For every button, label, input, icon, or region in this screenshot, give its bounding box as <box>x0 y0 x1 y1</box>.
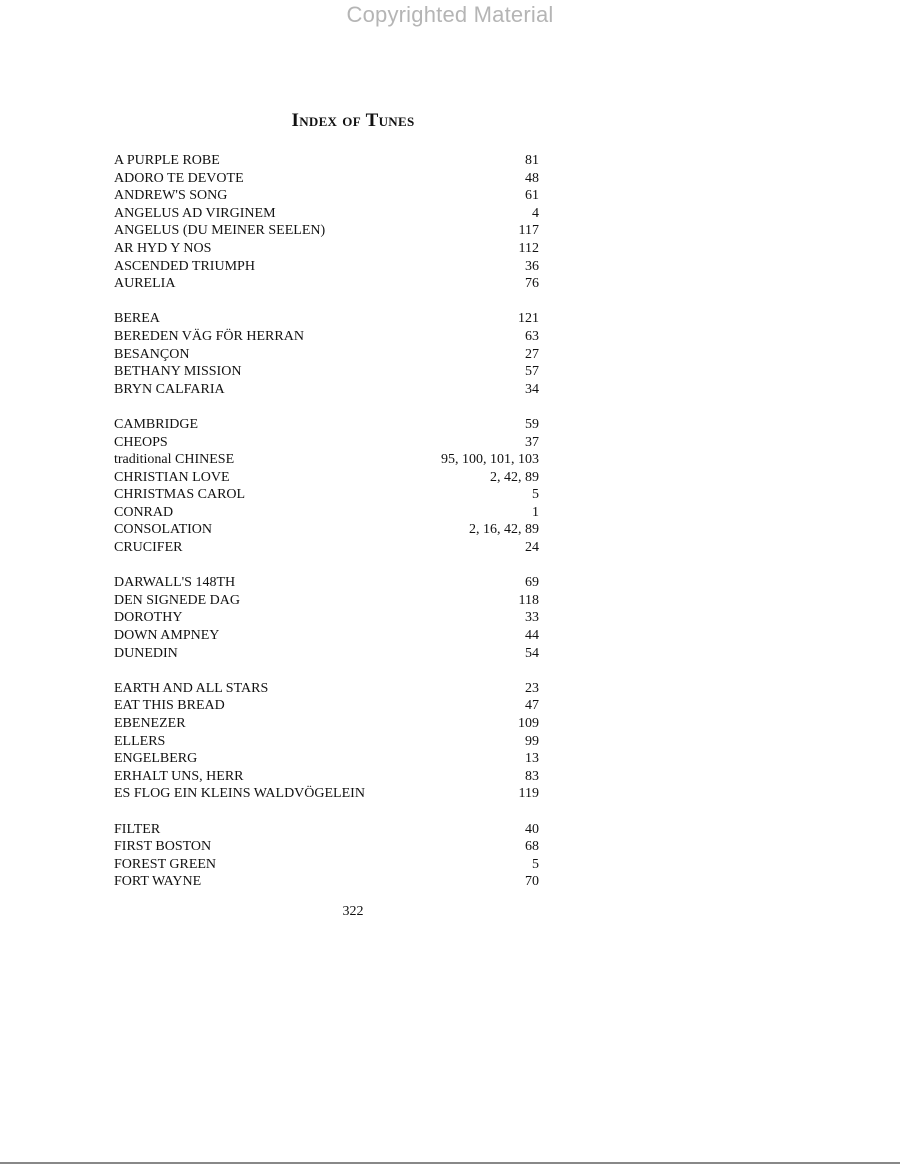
tune-name: CONRAD <box>114 504 174 520</box>
index-group <box>114 680 539 803</box>
index-entry <box>114 504 539 522</box>
tune-name: ADORO TE DEVOTE <box>114 170 244 186</box>
index-entry <box>114 363 539 381</box>
tune-name: CHEOPS <box>114 434 168 450</box>
index-entry <box>114 240 539 258</box>
tune-page-reference: 69 <box>525 575 539 591</box>
index-entry <box>114 645 539 663</box>
index-entry <box>114 486 539 504</box>
index-entry <box>114 697 539 715</box>
index-entry <box>114 838 539 856</box>
index-entry <box>114 733 539 751</box>
tune-page-reference: 33 <box>525 610 539 626</box>
index-entry <box>114 187 539 205</box>
index-entry <box>114 451 539 469</box>
tune-name: traditional CHINESE <box>114 452 235 468</box>
tune-name: ENGELBERG <box>114 751 198 767</box>
tune-page-reference: 54 <box>525 645 539 661</box>
tune-name: DOWN AMPNEY <box>114 628 220 644</box>
index-entry <box>114 680 539 698</box>
tune-name: FORT WAYNE <box>114 874 202 890</box>
tune-name: ASCENDED TRIUMPH <box>114 258 255 274</box>
index-entry <box>114 469 539 487</box>
tune-name: DARWALL'S 148TH <box>114 575 236 591</box>
tune-name: A PURPLE ROBE <box>114 153 220 168</box>
tune-page-reference: 117 <box>518 223 539 239</box>
tune-page-reference: 83 <box>525 768 539 784</box>
tune-page-reference: 121 <box>518 311 539 327</box>
tune-name: BEREDEN VÄG FÖR HERRAN <box>114 328 304 344</box>
tune-page-reference: 2, 16, 42, 89 <box>469 522 539 538</box>
tune-page-reference: 1 <box>532 504 539 520</box>
tune-name: EARTH AND ALL STARS <box>114 680 269 696</box>
tune-name: FIRST BOSTON <box>114 839 212 855</box>
tune-page-reference: 40 <box>525 821 539 837</box>
tune-name: EAT THIS BREAD <box>114 698 225 714</box>
index-group <box>114 574 539 662</box>
tune-page-reference: 4 <box>532 205 539 221</box>
page-title: Index of Tunes <box>291 110 415 131</box>
index-entry <box>114 152 539 170</box>
index-entry <box>114 785 539 803</box>
tune-page-reference: 70 <box>525 874 539 890</box>
tune-name: AURELIA <box>114 276 176 292</box>
tune-name: BEREA <box>114 311 160 327</box>
index-entry <box>114 750 539 768</box>
index-entry <box>114 821 539 839</box>
index-entry <box>114 715 539 733</box>
index-entry <box>114 416 539 434</box>
tune-page-reference: 24 <box>525 540 539 556</box>
tune-name: ELLERS <box>114 733 166 749</box>
tune-name: ANGELUS AD VIRGINEM <box>114 205 276 221</box>
tune-page-reference: 95, 100, 101, 103 <box>441 452 539 468</box>
tune-name: FOREST GREEN <box>114 856 217 872</box>
tune-name: CRUCIFER <box>114 540 183 556</box>
tune-name: DOROTHY <box>114 610 183 626</box>
index-entry <box>114 627 539 645</box>
index-entry <box>114 381 539 399</box>
tune-page-reference: 63 <box>525 328 539 344</box>
tune-page-reference: 47 <box>525 698 539 714</box>
tune-page-reference: 119 <box>518 786 539 802</box>
index-entry <box>114 768 539 786</box>
index-entry <box>114 310 539 328</box>
tune-page-reference: 76 <box>525 276 539 292</box>
tune-page-reference: 27 <box>525 346 539 362</box>
tune-index <box>114 152 539 909</box>
index-entry <box>114 592 539 610</box>
tune-page-reference: 81 <box>525 153 539 168</box>
tune-name: FILTER <box>114 821 161 837</box>
index-entry <box>114 170 539 188</box>
index-entry <box>114 328 539 346</box>
tune-page-reference: 112 <box>518 240 539 256</box>
tune-page-reference: 99 <box>525 733 539 749</box>
index-entry <box>114 856 539 874</box>
tune-page-reference: 23 <box>525 680 539 696</box>
tune-page-reference: 109 <box>518 716 539 731</box>
tune-page-reference: 57 <box>525 364 539 380</box>
tune-page-reference: 34 <box>525 381 539 397</box>
tune-name: ANGELUS (DU MEINER SEELEN) <box>114 223 326 239</box>
tune-name: DEN SIGNEDE DAG <box>114 592 240 608</box>
page-number: 322 <box>342 904 364 919</box>
index-group <box>114 416 539 557</box>
tune-name: BESANÇON <box>114 346 190 362</box>
tune-name: CONSOLATION <box>114 522 212 538</box>
tune-page-reference: 5 <box>532 487 539 503</box>
tune-name: CAMBRIDGE <box>114 416 199 432</box>
tune-name: DUNEDIN <box>114 645 178 661</box>
index-entry <box>114 205 539 223</box>
tune-page-reference: 5 <box>532 856 539 872</box>
index-entry <box>114 539 539 557</box>
tune-name: BRYN CALFARIA <box>114 381 225 397</box>
index-group <box>114 310 539 398</box>
tune-name: AR HYD Y NOS <box>114 240 212 256</box>
tune-page-reference: 44 <box>525 628 539 644</box>
index-entry <box>114 873 539 891</box>
tune-page-reference: 68 <box>525 839 539 855</box>
index-entry <box>114 275 539 293</box>
tune-page-reference: 48 <box>525 170 539 186</box>
index-entry <box>114 521 539 539</box>
copyright-watermark: Copyrighted Material <box>346 2 554 27</box>
tune-page-reference: 59 <box>525 416 539 432</box>
tune-page-reference: 61 <box>525 188 539 204</box>
tune-name: ES FLOG EIN KLEINS WALDVÖGELEIN <box>114 786 365 802</box>
tune-name: EBENEZER <box>114 716 186 731</box>
index-entry <box>114 222 539 240</box>
index-entry <box>114 434 539 452</box>
tune-name: CHRISTMAS CAROL <box>114 487 246 503</box>
tune-page-reference: 36 <box>525 258 539 274</box>
tune-name: ERHALT UNS, HERR <box>114 768 244 784</box>
tune-name: ANDREW'S SONG <box>114 188 228 204</box>
index-entry <box>114 258 539 276</box>
tune-page-reference: 2, 42, 89 <box>490 469 539 485</box>
tune-page-reference: 118 <box>518 592 539 608</box>
tune-name: BETHANY MISSION <box>114 364 242 380</box>
tune-name: CHRISTIAN LOVE <box>114 469 230 485</box>
index-group <box>114 821 539 891</box>
index-entry <box>114 609 539 627</box>
tune-page-reference: 13 <box>525 751 539 767</box>
tune-page-reference: 37 <box>525 434 539 450</box>
index-group <box>114 152 539 293</box>
index-entry <box>114 574 539 592</box>
index-entry <box>114 346 539 364</box>
